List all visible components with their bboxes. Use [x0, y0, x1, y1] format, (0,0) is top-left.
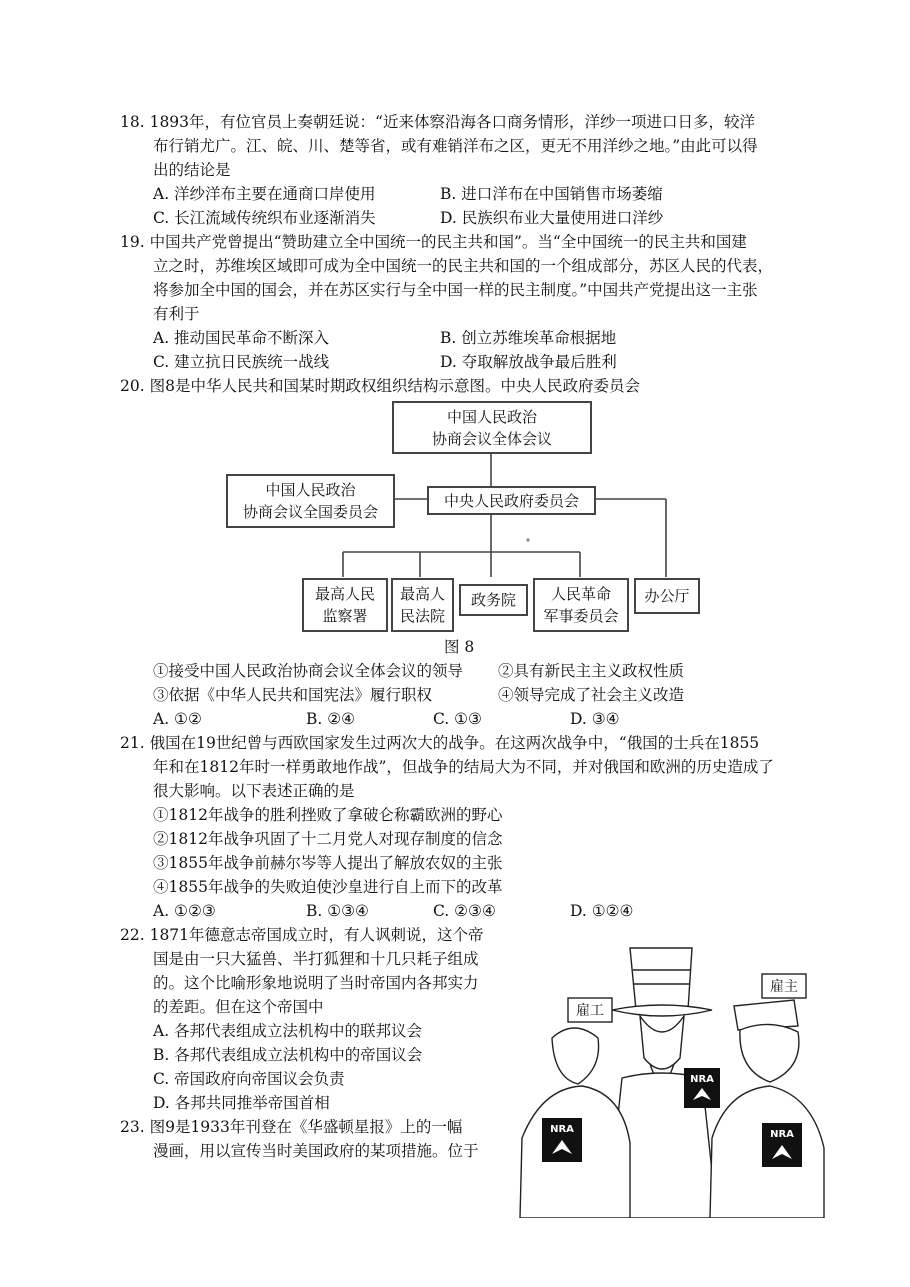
box-general-office-label: 办公厅 [644, 587, 690, 605]
q20-option-b: B. ②④ [306, 710, 356, 728]
box-central-government-label: 中央人民政府委员会 [443, 491, 579, 510]
q20-option-c: C. ①③ [433, 710, 482, 728]
q22-line-4: 的差距。但在这个帝国中 [153, 998, 324, 1016]
box-general-office [634, 578, 700, 614]
box-supreme-court [391, 578, 454, 632]
box-military-line-1: 人民革命 [550, 585, 611, 603]
q18-option-a: A. 洋纱洋布主要在通商口岸使用 [153, 185, 376, 203]
q20-statement-4: ④领导完成了社会主义改造 [498, 686, 685, 704]
q21-statement-2: ②1812年战争巩固了十二月党人对现存制度的信念 [153, 830, 503, 848]
scan-dot [526, 538, 529, 541]
q19-line-1: 19. 中国共产党曾提出“赞助建立全中国统一的民主共和国”。当“全中国统一的民主共和国建 [120, 233, 747, 251]
q21-statement-1: ①1812年战争的胜利挫败了拿破仑称霸欧洲的野心 [153, 806, 503, 824]
worker-head [552, 1028, 599, 1084]
q18-line-1: 18. 1893年，有位官员上奏朝廷说：“近来体察沿海各口商务情形，洋纱一项进口日多，较洋 [120, 113, 755, 131]
q21-statement-4: ④1855年战争的失败迫使沙皇进行自上而下的改革 [153, 878, 503, 896]
q21-line-3: 很大影响。以下表述正确的是 [153, 782, 355, 800]
q22-line-2: 国是由一只大猛兽、半打狐狸和十几只耗子组成 [153, 950, 479, 968]
q20-option-a: A. ①② [153, 710, 202, 728]
q23-line-1: 23. 图9是1933年刊登在《华盛顿星报》上的一幅 [120, 1118, 463, 1136]
q20-option-d: D. ③④ [570, 710, 620, 728]
box-administration-label: 政务院 [470, 591, 516, 609]
box-cppcc-plenary [392, 401, 592, 454]
box-procuratorate-line-1: 最高人民 [314, 585, 375, 603]
q19-line-3: 将参加全中国的国会，并在苏区实行与全中国一样的民主制度。”中国共产党提出这一主张 [153, 281, 758, 299]
q21-option-b: B. ①③④ [306, 902, 369, 920]
q21-statement-3: ③1855年战争前赫尔岑等人提出了解放农奴的主张 [153, 854, 503, 872]
box-court-line-2: 民法院 [399, 607, 445, 625]
q20-statement-2: ②具有新民主主义政权性质 [498, 662, 685, 680]
q18-option-b: B. 进口洋布在中国销售市场萎缩 [440, 185, 663, 203]
box-cppcc-plenary-line-2: 协商会议全体会议 [431, 429, 552, 448]
box-cppcc-national-line-2: 协商会议全国委员会 [242, 503, 378, 521]
box-supreme-procuratorate [302, 578, 388, 632]
q22-option-b: B. 各邦代表组成立法机构中的帝国议会 [153, 1046, 423, 1064]
q19-line-4: 有利于 [153, 305, 200, 323]
q22-option-d: D. 各邦共同推举帝国首相 [153, 1094, 330, 1112]
q22-option-c: C. 帝国政府向帝国议会负责 [153, 1070, 345, 1088]
q21-line-2: 年和在1812年时一样勇敢地作战”，但战争的结局大为不同，并对俄国和欧洲的历史造成了 [153, 758, 774, 776]
q23-line-2: 漫画，用以宣传当时美国政府的某项措施。位于 [153, 1142, 479, 1160]
q18-line-3: 出的结论是 [153, 161, 231, 179]
nra-cartoon-image [512, 918, 828, 1218]
nra-badge-center-text: NRA [690, 1074, 714, 1085]
box-cppcc-national-committee [226, 474, 395, 528]
box-central-government-council [427, 486, 596, 515]
box-government-administration-council [459, 584, 528, 616]
employer-head [740, 1024, 799, 1082]
q19-line-2: 立之时，苏维埃区域即可成为全中国统一的民主共和国的一个组成部分，苏区人民的代表， [153, 257, 774, 275]
q21-line-1: 21. 俄国在19世纪曾与西欧国家发生过两次大的战争。在这两次战争中，“俄国的士兵在1855 [120, 734, 760, 752]
q19-option-b: B. 创立苏维埃革命根据地 [440, 329, 617, 347]
q19-option-a: A. 推动国民革命不断深入 [153, 329, 330, 347]
q22-line-3: 的。这个比喻形象地说明了当时帝国内各邦实力 [153, 974, 479, 992]
uncle-sam-hat [630, 948, 692, 1010]
q22-line-1: 22. 1871年德意志帝国成立时，有人讽刺说，这个帝 [120, 926, 484, 944]
q18-option-c: C. 长江流域传统织布业逐渐消失 [153, 209, 376, 227]
nra-badge-left-text: NRA [550, 1124, 574, 1135]
q18-option-d: D. 民族织布业大量使用进口洋纱 [440, 209, 664, 227]
q22-option-a: A. 各邦代表组成立法机构中的联邦议会 [153, 1022, 423, 1040]
box-procuratorate-line-2: 监察署 [322, 607, 368, 625]
uncle-sam-face [640, 1016, 684, 1069]
cartoon-label-employee: 雇工 [576, 1003, 604, 1019]
org-chart-connectors [0, 0, 910, 640]
q21-option-a: A. ①②③ [153, 902, 216, 920]
nra-badge-right-text: NRA [770, 1129, 794, 1140]
q19-option-d: D. 夺取解放战争最后胜利 [440, 353, 617, 371]
box-military-commission [533, 578, 629, 632]
cartoon-label-employer: 雇主 [770, 979, 798, 995]
box-military-line-2: 军事委员会 [543, 607, 619, 625]
q21-option-c: C. ②③④ [433, 902, 496, 920]
q18-line-2: 布行销尤广。江、皖、川、楚等省，或有难销洋布之区，更无不用洋纱之地。”由此可以得 [153, 137, 758, 155]
q19-option-c: C. 建立抗日民族统一战线 [153, 353, 330, 371]
figure-8-caption: 图 8 [444, 638, 475, 656]
box-cppcc-plenary-line-1: 中国人民政治 [446, 407, 537, 426]
q20-statement-1: ①接受中国人民政治协商会议全体会议的领导 [153, 662, 464, 680]
q20-line-1: 20. 图8是中华人民共和国某时期政权组织结构示意图。中央人民政府委员会 [120, 377, 640, 395]
q20-statement-3: ③依据《中华人民共和国宪法》履行职权 [153, 686, 433, 704]
box-court-line-1: 最高人 [399, 585, 445, 603]
q21-option-d: D. ①②④ [570, 902, 634, 920]
box-cppcc-national-line-1: 中国人民政治 [265, 481, 356, 499]
